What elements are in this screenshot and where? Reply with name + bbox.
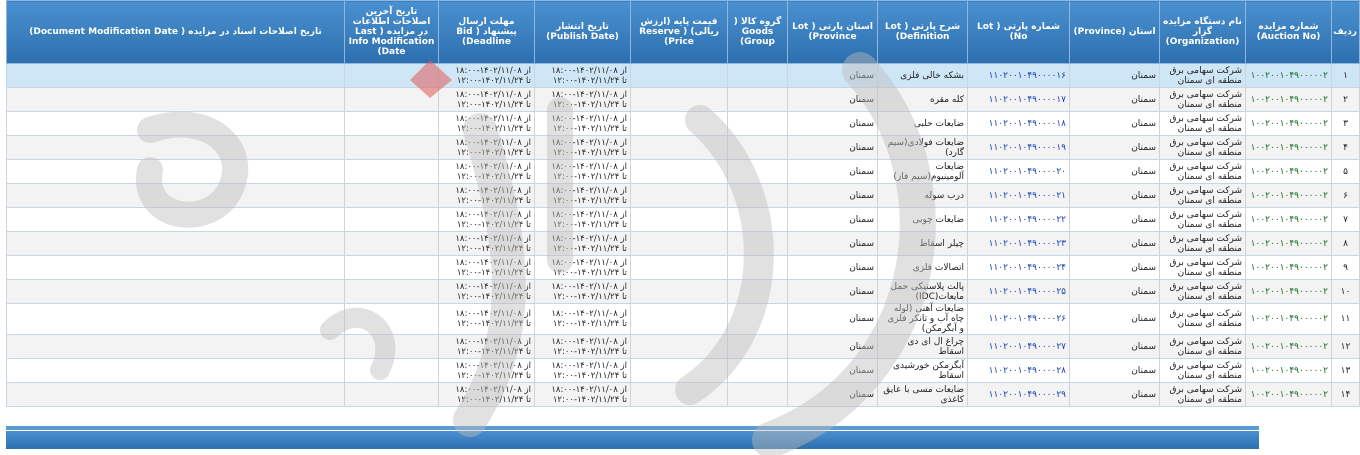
province-cell: سمنان	[1070, 184, 1160, 208]
goods-group-cell	[728, 304, 788, 335]
publish-date-cell-to: تا ۱۴۰۲/۱۱/۲۴-۱۲:۰۰	[552, 75, 627, 86]
row-number-cell: ۱	[1332, 64, 1360, 88]
goods-group-cell	[728, 256, 788, 280]
lot-number-cell: ۱۱۰۲۰۰۱۰۴۹۰۰۰۰۲۵	[968, 280, 1070, 304]
lot-number-cell: ۱۱۰۲۰۰۱۰۴۹۰۰۰۰۱۶	[968, 64, 1070, 88]
goods-group-cell	[728, 280, 788, 304]
row-number-cell: ۱۲	[1332, 335, 1360, 359]
last-info-modification-cell	[345, 88, 439, 112]
last-info-modification-cell	[345, 335, 439, 359]
lot-province-cell: سمنان	[788, 359, 878, 383]
bid-deadline-cell-to: تا ۱۴۰۲/۱۱/۲۴-۱۲:۰۰	[456, 346, 531, 357]
goods-group-cell	[728, 208, 788, 232]
last-info-modification-cell	[345, 232, 439, 256]
publish-date-cell	[535, 256, 631, 280]
bid-deadline-cell-from: از ۱۴۰۲/۱۱/۰۸-۱۸:۰۰	[455, 89, 531, 100]
province-cell: سمنان	[1070, 280, 1160, 304]
organization-cell: شرکت سهامی برق منطقه ای سمنان	[1160, 160, 1246, 184]
province-cell: سمنان	[1070, 304, 1160, 335]
lot-province-cell: سمنان	[788, 112, 878, 136]
bid-deadline-cell-from: از ۱۴۰۲/۱۱/۰۸-۱۸:۰۰	[455, 233, 531, 244]
bid-deadline-cell	[439, 208, 535, 232]
publish-date-cell-from: از ۱۴۰۲/۱۱/۰۸-۱۸:۰۰	[551, 65, 627, 76]
bid-deadline-cell-from: از ۱۴۰۲/۱۱/۰۸-۱۸:۰۰	[455, 281, 531, 292]
row-number-cell: ۲	[1332, 88, 1360, 112]
column-header-doc-mod[interactable]: تاریخ اصلاحات اسناد در مزایده ( Document Modification Date)	[7, 1, 345, 64]
publish-date-cell-from: از ۱۴۰۲/۱۱/۰۸-۱۸:۰۰	[551, 360, 627, 371]
publish-date-cell	[535, 88, 631, 112]
document-modification-cell	[7, 335, 345, 359]
table-row[interactable]	[7, 383, 1360, 407]
last-info-modification-cell	[345, 160, 439, 184]
auction-lots-table	[6, 0, 1360, 407]
bid-deadline-cell-from: از ۱۴۰۲/۱۱/۰۸-۱۸:۰۰	[455, 257, 531, 268]
row-number-cell: ۹	[1332, 256, 1360, 280]
publish-date-cell-from: از ۱۴۰۲/۱۱/۰۸-۱۸:۰۰	[551, 185, 627, 196]
publish-date-cell-from: از ۱۴۰۲/۱۱/۰۸-۱۸:۰۰	[551, 161, 627, 172]
last-info-modification-cell	[345, 184, 439, 208]
publish-date-cell-from: از ۱۴۰۲/۱۱/۰۸-۱۸:۰۰	[551, 113, 627, 124]
lot-province-cell: سمنان	[788, 232, 878, 256]
column-header-row[interactable]: ردیف	[1332, 1, 1360, 64]
bid-deadline-cell	[439, 359, 535, 383]
publish-date-cell-to: تا ۱۴۰۲/۱۱/۲۴-۱۲:۰۰	[552, 291, 627, 302]
document-modification-cell	[7, 304, 345, 335]
row-number-cell: ۵	[1332, 160, 1360, 184]
lot-province-cell: سمنان	[788, 335, 878, 359]
bid-deadline-cell	[439, 280, 535, 304]
reserve-price-cell	[631, 335, 728, 359]
bid-deadline-cell-from: از ۱۴۰۲/۱۱/۰۸-۱۸:۰۰	[455, 360, 531, 371]
lot-number-cell: ۱۱۰۲۰۰۱۰۴۹۰۰۰۰۲۳	[968, 232, 1070, 256]
reserve-price-cell	[631, 256, 728, 280]
bid-deadline-cell-to: تا ۱۴۰۲/۱۱/۲۴-۱۲:۰۰	[456, 219, 531, 230]
publish-date-cell	[535, 208, 631, 232]
table-row[interactable]	[7, 256, 1360, 280]
organization-cell: شرکت سهامی برق منطقه ای سمنان	[1160, 88, 1246, 112]
table-row[interactable]	[7, 160, 1360, 184]
auction-number-cell: ۱۰۰۲۰۰۱۰۴۹۰۰۰۰۰۲	[1246, 304, 1332, 335]
reserve-price-cell	[631, 208, 728, 232]
lot-definition-cell: ضایعات مسی با عایق کاغذی	[878, 383, 968, 407]
document-modification-cell	[7, 160, 345, 184]
goods-group-cell	[728, 232, 788, 256]
bid-deadline-cell-from: از ۱۴۰۲/۱۱/۰۸-۱۸:۰۰	[455, 384, 531, 395]
last-info-modification-cell	[345, 359, 439, 383]
publish-date-cell-from: از ۱۴۰۲/۱۱/۰۸-۱۸:۰۰	[551, 281, 627, 292]
publish-date-cell	[535, 280, 631, 304]
lot-province-cell: سمنان	[788, 136, 878, 160]
lot-definition-cell: چیلر اسقاط	[878, 232, 968, 256]
bid-deadline-cell-to: تا ۱۴۰۲/۱۱/۲۴-۱۲:۰۰	[456, 370, 531, 381]
publish-date-cell	[535, 64, 631, 88]
reserve-price-cell	[631, 64, 728, 88]
bid-deadline-cell-to: تا ۱۴۰۲/۱۱/۲۴-۱۲:۰۰	[456, 123, 531, 134]
lot-province-cell: سمنان	[788, 208, 878, 232]
bid-deadline-cell-to: تا ۱۴۰۲/۱۱/۲۴-۱۲:۰۰	[456, 195, 531, 206]
reserve-price-cell	[631, 184, 728, 208]
organization-cell: شرکت سهامی برق منطقه ای سمنان	[1160, 335, 1246, 359]
auction-number-cell: ۱۰۰۲۰۰۱۰۴۹۰۰۰۰۰۲	[1246, 256, 1332, 280]
reserve-price-cell	[631, 160, 728, 184]
auction-number-cell: ۱۰۰۲۰۰۱۰۴۹۰۰۰۰۰۲	[1246, 112, 1332, 136]
table-row[interactable]	[7, 88, 1360, 112]
table-footer-divider	[6, 426, 1259, 430]
goods-group-cell	[728, 88, 788, 112]
row-number-cell: ۳	[1332, 112, 1360, 136]
publish-date-cell	[535, 335, 631, 359]
lot-number-cell: ۱۱۰۲۰۰۱۰۴۹۰۰۰۰۱۸	[968, 112, 1070, 136]
row-number-cell: ۴	[1332, 136, 1360, 160]
last-info-modification-cell	[345, 112, 439, 136]
auction-number-cell: ۱۰۰۲۰۰۱۰۴۹۰۰۰۰۰۲	[1246, 160, 1332, 184]
bid-deadline-cell-to: تا ۱۴۰۲/۱۱/۲۴-۱۲:۰۰	[456, 99, 531, 110]
goods-group-cell	[728, 136, 788, 160]
publish-date-cell	[535, 136, 631, 160]
bid-deadline-cell	[439, 232, 535, 256]
province-cell: سمنان	[1070, 112, 1160, 136]
publish-date-cell-to: تا ۱۴۰۲/۱۱/۲۴-۱۲:۰۰	[552, 243, 627, 254]
bid-deadline-cell-to: تا ۱۴۰۲/۱۱/۲۴-۱۲:۰۰	[456, 319, 531, 329]
organization-cell: شرکت سهامی برق منطقه ای سمنان	[1160, 304, 1246, 335]
last-info-modification-cell	[345, 256, 439, 280]
goods-group-cell	[728, 184, 788, 208]
publish-date-cell-from: از ۱۴۰۲/۱۱/۰۸-۱۸:۰۰	[551, 257, 627, 268]
reserve-price-cell	[631, 383, 728, 407]
table-row[interactable]	[7, 280, 1360, 304]
province-cell: سمنان	[1070, 335, 1160, 359]
table-row[interactable]	[7, 304, 1360, 335]
column-header-last-info-mod[interactable]: تاریخ آخرین اصلاحات اطلاعات در مزایده ( Last Info Modification Date)	[345, 1, 439, 64]
lot-number-cell: ۱۱۰۲۰۰۱۰۴۹۰۰۰۰۲۹	[968, 383, 1070, 407]
province-cell: سمنان	[1070, 88, 1160, 112]
publish-date-cell-from: از ۱۴۰۲/۱۱/۰۸-۱۸:۰۰	[551, 233, 627, 244]
document-modification-cell	[7, 208, 345, 232]
organization-cell: شرکت سهامی برق منطقه ای سمنان	[1160, 184, 1246, 208]
lot-province-cell: سمنان	[788, 88, 878, 112]
organization-cell: شرکت سهامی برق منطقه ای سمنان	[1160, 232, 1246, 256]
row-number-cell: ۱۱	[1332, 304, 1360, 335]
publish-date-cell-from: از ۱۴۰۲/۱۱/۰۸-۱۸:۰۰	[551, 336, 627, 347]
publish-date-cell-to: تا ۱۴۰۲/۱۱/۲۴-۱۲:۰۰	[552, 394, 627, 405]
organization-cell: شرکت سهامی برق منطقه ای سمنان	[1160, 112, 1246, 136]
lot-definition-cell: ضایعات حلبی	[878, 112, 968, 136]
column-header-auction-no[interactable]: شماره مزایده (Auction No)	[1246, 1, 1332, 64]
province-cell: سمنان	[1070, 136, 1160, 160]
bid-deadline-cell-from: از ۱۴۰۲/۱۱/۰۸-۱۸:۰۰	[455, 137, 531, 148]
publish-date-cell-to: تا ۱۴۰۲/۱۱/۲۴-۱۲:۰۰	[552, 319, 627, 329]
lot-number-cell: ۱۱۰۲۰۰۱۰۴۹۰۰۰۰۲۰	[968, 160, 1070, 184]
bid-deadline-cell	[439, 64, 535, 88]
publish-date-cell-from: از ۱۴۰۲/۱۱/۰۸-۱۸:۰۰	[551, 137, 627, 148]
organization-cell: شرکت سهامی برق منطقه ای سمنان	[1160, 359, 1246, 383]
reserve-price-cell	[631, 112, 728, 136]
document-modification-cell	[7, 64, 345, 88]
publish-date-cell	[535, 112, 631, 136]
auction-number-cell: ۱۰۰۲۰۰۱۰۴۹۰۰۰۰۰۲	[1246, 208, 1332, 232]
bid-deadline-cell-to: تا ۱۴۰۲/۱۱/۲۴-۱۲:۰۰	[456, 147, 531, 158]
table-row[interactable]	[7, 335, 1360, 359]
document-modification-cell	[7, 383, 345, 407]
last-info-modification-cell	[345, 136, 439, 160]
lot-definition-cell: کله مقره	[878, 88, 968, 112]
publish-date-cell-from: از ۱۴۰۲/۱۱/۰۸-۱۸:۰۰	[551, 89, 627, 100]
lot-province-cell: سمنان	[788, 383, 878, 407]
goods-group-cell	[728, 359, 788, 383]
lot-definition-cell: ضایعات فولادی(سیم گارد)	[878, 136, 968, 160]
publish-date-cell-to: تا ۱۴۰۲/۱۱/۲۴-۱۲:۰۰	[552, 219, 627, 230]
publish-date-cell	[535, 359, 631, 383]
column-header-lot-no[interactable]: شماره پارتی ( Lot No)	[968, 1, 1070, 64]
bid-deadline-cell-from: از ۱۴۰۲/۱۱/۰۸-۱۸:۰۰	[455, 309, 531, 319]
bid-deadline-cell	[439, 112, 535, 136]
column-header-organization[interactable]: نام دستگاه مزایده گزار (Organization)	[1160, 1, 1246, 64]
bid-deadline-cell-to: تا ۱۴۰۲/۱۱/۲۴-۱۲:۰۰	[456, 291, 531, 302]
province-cell: سمنان	[1070, 208, 1160, 232]
province-cell: سمنان	[1070, 383, 1160, 407]
reserve-price-cell	[631, 304, 728, 335]
reserve-price-cell	[631, 136, 728, 160]
table-row[interactable]	[7, 184, 1360, 208]
publish-date-cell	[535, 304, 631, 335]
publish-date-cell	[535, 160, 631, 184]
bid-deadline-cell	[439, 256, 535, 280]
lot-definition-cell: ضایعات چوبی	[878, 208, 968, 232]
organization-cell: شرکت سهامی برق منطقه ای سمنان	[1160, 280, 1246, 304]
auction-number-cell: ۱۰۰۲۰۰۱۰۴۹۰۰۰۰۰۲	[1246, 64, 1332, 88]
bid-deadline-cell-to: تا ۱۴۰۲/۱۱/۲۴-۱۲:۰۰	[456, 171, 531, 182]
lot-definition-cell: ضایعات آهنی (لوله چاه آب و تانکر فلزی و آبگرمکن)	[878, 304, 968, 335]
lot-definition-cell: درب سوله	[878, 184, 968, 208]
bid-deadline-cell-from: از ۱۴۰۲/۱۱/۰۸-۱۸:۰۰	[455, 209, 531, 220]
column-header-bid-deadline[interactable]: مهلت ارسال پیشنهاد ( Bid Deadline)	[439, 1, 535, 64]
bid-deadline-cell	[439, 304, 535, 335]
province-cell: سمنان	[1070, 359, 1160, 383]
publish-date-cell-to: تا ۱۴۰۲/۱۱/۲۴-۱۲:۰۰	[552, 267, 627, 278]
bid-deadline-cell-from: از ۱۴۰۲/۱۱/۰۸-۱۸:۰۰	[455, 113, 531, 124]
goods-group-cell	[728, 112, 788, 136]
auction-number-cell: ۱۰۰۲۰۰۱۰۴۹۰۰۰۰۰۲	[1246, 383, 1332, 407]
lot-number-cell: ۱۱۰۲۰۰۱۰۴۹۰۰۰۰۲۷	[968, 335, 1070, 359]
last-info-modification-cell	[345, 64, 439, 88]
province-cell: سمنان	[1070, 160, 1160, 184]
document-modification-cell	[7, 359, 345, 383]
document-modification-cell	[7, 184, 345, 208]
auction-number-cell: ۱۰۰۲۰۰۱۰۴۹۰۰۰۰۰۲	[1246, 184, 1332, 208]
bid-deadline-cell-to: تا ۱۴۰۲/۱۱/۲۴-۱۲:۰۰	[456, 394, 531, 405]
goods-group-cell	[728, 383, 788, 407]
goods-group-cell	[728, 160, 788, 184]
last-info-modification-cell	[345, 304, 439, 335]
auction-number-cell: ۱۰۰۲۰۰۱۰۴۹۰۰۰۰۰۲	[1246, 88, 1332, 112]
bid-deadline-cell-from: از ۱۴۰۲/۱۱/۰۸-۱۸:۰۰	[455, 336, 531, 347]
bid-deadline-cell	[439, 88, 535, 112]
row-number-cell: ۷	[1332, 208, 1360, 232]
bid-deadline-cell-to: تا ۱۴۰۲/۱۱/۲۴-۱۲:۰۰	[456, 75, 531, 86]
row-number-cell: ۱۰	[1332, 280, 1360, 304]
auction-number-cell: ۱۰۰۲۰۰۱۰۴۹۰۰۰۰۰۲	[1246, 335, 1332, 359]
last-info-modification-cell	[345, 383, 439, 407]
reserve-price-cell	[631, 359, 728, 383]
publish-date-cell-from: از ۱۴۰۲/۱۱/۰۸-۱۸:۰۰	[551, 309, 627, 319]
reserve-price-cell	[631, 88, 728, 112]
reserve-price-cell	[631, 280, 728, 304]
document-modification-cell	[7, 256, 345, 280]
bid-deadline-cell-from: از ۱۴۰۲/۱۱/۰۸-۱۸:۰۰	[455, 185, 531, 196]
auction-number-cell: ۱۰۰۲۰۰۱۰۴۹۰۰۰۰۰۲	[1246, 359, 1332, 383]
publish-date-cell-to: تا ۱۴۰۲/۱۱/۲۴-۱۲:۰۰	[552, 123, 627, 134]
bid-deadline-cell	[439, 136, 535, 160]
publish-date-cell-to: تا ۱۴۰۲/۱۱/۲۴-۱۲:۰۰	[552, 195, 627, 206]
column-header-province[interactable]: استان (Province)	[1070, 1, 1160, 64]
publish-date-cell-to: تا ۱۴۰۲/۱۱/۲۴-۱۲:۰۰	[552, 147, 627, 158]
organization-cell: شرکت سهامی برق منطقه ای سمنان	[1160, 136, 1246, 160]
table-body	[7, 64, 1360, 407]
publish-date-cell	[535, 383, 631, 407]
table-row[interactable]	[7, 208, 1360, 232]
table-row[interactable]	[7, 64, 1360, 88]
table-header	[7, 1, 1360, 64]
province-cell: سمنان	[1070, 256, 1160, 280]
table-footer-bar	[6, 431, 1259, 449]
lot-number-cell: ۱۱۰۲۰۰۱۰۴۹۰۰۰۰۱۷	[968, 88, 1070, 112]
publish-date-cell-from: از ۱۴۰۲/۱۱/۰۸-۱۸:۰۰	[551, 209, 627, 220]
bid-deadline-cell-from: از ۱۴۰۲/۱۱/۰۸-۱۸:۰۰	[455, 161, 531, 172]
row-number-cell: ۶	[1332, 184, 1360, 208]
bid-deadline-cell	[439, 383, 535, 407]
lot-province-cell: سمنان	[788, 160, 878, 184]
column-header-publish-date[interactable]: تاریخ انتشار (Publish Date)	[535, 1, 631, 64]
column-header-goods-group[interactable]: گروه کالا ( Goods Group)	[728, 1, 788, 64]
organization-cell: شرکت سهامی برق منطقه ای سمنان	[1160, 256, 1246, 280]
lot-number-cell: ۱۱۰۲۰۰۱۰۴۹۰۰۰۰۲۸	[968, 359, 1070, 383]
auction-number-cell: ۱۰۰۲۰۰۱۰۴۹۰۰۰۰۰۲	[1246, 280, 1332, 304]
row-number-cell: ۱۳	[1332, 359, 1360, 383]
bid-deadline-cell	[439, 160, 535, 184]
lot-definition-cell: ضایعات آلومینیوم(سیم فاز)	[878, 160, 968, 184]
row-number-cell: ۸	[1332, 232, 1360, 256]
document-modification-cell	[7, 88, 345, 112]
document-modification-cell	[7, 280, 345, 304]
organization-cell: شرکت سهامی برق منطقه ای سمنان	[1160, 383, 1246, 407]
row-number-cell: ۱۴	[1332, 383, 1360, 407]
column-header-reserve-price[interactable]: قیمت پایه (ارزش ریالی) ( Reserve Price)	[631, 1, 728, 64]
table-row[interactable]	[7, 359, 1360, 383]
lot-number-cell: ۱۱۰۲۰۰۱۰۴۹۰۰۰۰۲۶	[968, 304, 1070, 335]
organization-cell: شرکت سهامی برق منطقه ای سمنان	[1160, 208, 1246, 232]
lot-definition-cell: آبگرمکن خورشیدی اسقاط	[878, 359, 968, 383]
lot-definition-cell: چراغ ال ای دی اسقاط	[878, 335, 968, 359]
lot-province-cell: سمنان	[788, 256, 878, 280]
last-info-modification-cell	[345, 280, 439, 304]
column-header-lot-definition[interactable]: شرح پارتی ( Lot Definition)	[878, 1, 968, 64]
lot-number-cell: ۱۱۰۲۰۰۱۰۴۹۰۰۰۰۱۹	[968, 136, 1070, 160]
publish-date-cell-to: تا ۱۴۰۲/۱۱/۲۴-۱۲:۰۰	[552, 99, 627, 110]
lot-province-cell: سمنان	[788, 280, 878, 304]
bid-deadline-cell-from: از ۱۴۰۲/۱۱/۰۸-۱۸:۰۰	[455, 65, 531, 76]
lot-province-cell: سمنان	[788, 184, 878, 208]
table-row[interactable]	[7, 112, 1360, 136]
document-modification-cell	[7, 136, 345, 160]
lot-number-cell: ۱۱۰۲۰۰۱۰۴۹۰۰۰۰۲۲	[968, 208, 1070, 232]
column-header-lot-province[interactable]: استان پارتی ( Lot Province)	[788, 1, 878, 64]
bid-deadline-cell	[439, 335, 535, 359]
province-cell: سمنان	[1070, 64, 1160, 88]
bid-deadline-cell	[439, 184, 535, 208]
reserve-price-cell	[631, 232, 728, 256]
lot-province-cell: سمنان	[788, 304, 878, 335]
publish-date-cell-to: تا ۱۴۰۲/۱۱/۲۴-۱۲:۰۰	[552, 370, 627, 381]
lot-definition-cell: بشکه خالی فلزی	[878, 64, 968, 88]
organization-cell: شرکت سهامی برق منطقه ای سمنان	[1160, 64, 1246, 88]
goods-group-cell	[728, 64, 788, 88]
auction-number-cell: ۱۰۰۲۰۰۱۰۴۹۰۰۰۰۰۲	[1246, 136, 1332, 160]
document-modification-cell	[7, 112, 345, 136]
bid-deadline-cell-to: تا ۱۴۰۲/۱۱/۲۴-۱۲:۰۰	[456, 243, 531, 254]
goods-group-cell	[728, 335, 788, 359]
lot-definition-cell: اتصالات فلزی	[878, 256, 968, 280]
publish-date-cell	[535, 184, 631, 208]
bid-deadline-cell-to: تا ۱۴۰۲/۱۱/۲۴-۱۲:۰۰	[456, 267, 531, 278]
publish-date-cell-to: تا ۱۴۰۲/۱۱/۲۴-۱۲:۰۰	[552, 171, 627, 182]
table-row[interactable]	[7, 136, 1360, 160]
publish-date-cell-to: تا ۱۴۰۲/۱۱/۲۴-۱۲:۰۰	[552, 346, 627, 357]
lot-province-cell: سمنان	[788, 64, 878, 88]
last-info-modification-cell	[345, 208, 439, 232]
document-modification-cell	[7, 232, 345, 256]
lot-number-cell: ۱۱۰۲۰۰۱۰۴۹۰۰۰۰۲۱	[968, 184, 1070, 208]
lot-number-cell: ۱۱۰۲۰۰۱۰۴۹۰۰۰۰۲۴	[968, 256, 1070, 280]
header-row	[7, 1, 1360, 64]
publish-date-cell-from: از ۱۴۰۲/۱۱/۰۸-۱۸:۰۰	[551, 384, 627, 395]
table-row[interactable]	[7, 232, 1360, 256]
auction-number-cell: ۱۰۰۲۰۰۱۰۴۹۰۰۰۰۰۲	[1246, 232, 1332, 256]
province-cell: سمنان	[1070, 232, 1160, 256]
publish-date-cell	[535, 232, 631, 256]
lot-definition-cell: پالت پلاستیکی حمل مایعات(IDC)	[878, 280, 968, 304]
